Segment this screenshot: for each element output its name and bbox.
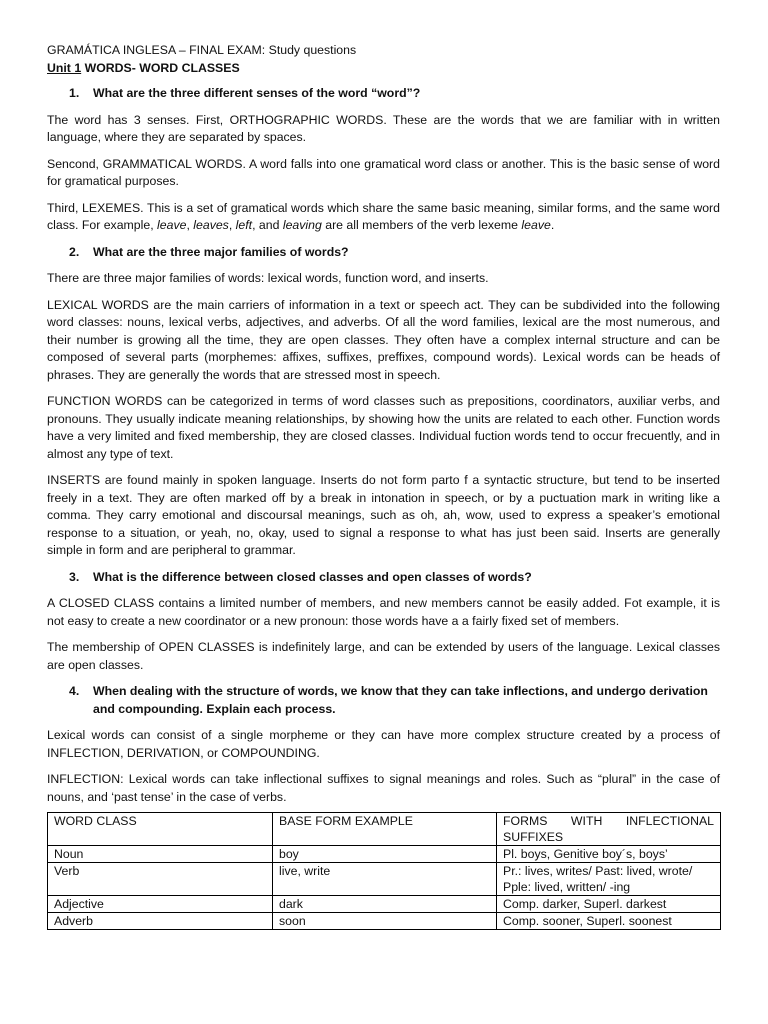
document-body — [47, 42, 720, 930]
cell-word-class: Adverb — [48, 913, 273, 930]
answer-1-p3-text-a: Third, LEXEMES. This is a set of gramatical words which share the same basic meaning, similar forms, and the same word class. For example, — [47, 200, 720, 232]
cell-base-form: soon — [273, 913, 497, 930]
header-word-class: WORD CLASS — [48, 813, 273, 846]
table-header-row — [48, 813, 721, 846]
header-forms-line-1: FORMS WITH INFLECTIONAL — [503, 814, 714, 828]
unit-title: WORDS- WORD CLASSES — [81, 60, 240, 75]
answer-2-paragraph-3: FUNCTION WORDS can be categorized in terms of word classes such as prepositions, coordinators, auxiliar verbs, and pronouns. They usually indicate meaning relationships, by showing how the units are related to each other. Function words have a very limited and fixed membership, they are closed classes. Individual fuction words tend to occur frecuently, and in almost any type of text. — [47, 394, 720, 461]
question-2-text: What are the three major families of words? — [93, 244, 349, 259]
cell-word-class: Adjective — [48, 896, 273, 913]
table-row — [48, 846, 721, 863]
answer-1-paragraph-3 — [47, 200, 720, 235]
cell-base-form: boy — [273, 846, 497, 863]
cell-inflected-forms: Pl. boys, Genitive boy´s, boys’ — [497, 846, 721, 863]
header-inflectional-forms — [497, 813, 721, 846]
question-4-number: 4. — [69, 684, 80, 698]
answer-1-p3-text-b: are all members of the verb lexeme — [321, 218, 522, 232]
table-row — [48, 913, 721, 930]
cell-word-class: Noun — [48, 846, 273, 863]
answer-4-paragraph-2: INFLECTION: Lexical words can take inflectional suffixes to signal meanings and roles. Such as “plural” in the case of nouns, and ‘past tense’ in the case of verbs. — [47, 772, 720, 804]
question-3-number: 3. — [69, 569, 80, 584]
answer-3-paragraph-1: A CLOSED CLASS contains a limited number of members, and new members cannot be easily added. Fot example, it is not easy to create a new coordinator or a new pronoun: those words have a a fairly fixed set of members. — [47, 596, 720, 628]
question-1 — [47, 85, 720, 103]
verb-forms-line-2: Pple: lived, written/ -ing — [503, 880, 631, 894]
cell-inflected-forms: Comp. darker, Superl. darkest — [497, 896, 721, 913]
lexeme-leave: leave — [521, 218, 551, 232]
answer-2-paragraph-4: INSERTS are found mainly in spoken language. Inserts do not form parto f a syntactic structure, but tend to be inserted freely in a text. They are often marked off by a break in intonation in speech, or by a puctuation mark in writing like a comma. They carry emotional and discoursal meanings, such as oh, ah, wow, used to express a speaker’s emotional response to a situation, or yeah, no, okay, used to signal a response to what has just been said. Inserts are generally simple in form and are peripheral to grammar. — [47, 473, 720, 557]
sep-2: , — [228, 218, 236, 232]
question-4-text: When dealing with the structure of words, we know that they can take inflections, and undergo derivation and compounding. Explain each process. — [93, 684, 708, 716]
example-left: left — [235, 218, 253, 232]
answer-1-paragraph-1: The word has 3 senses. First, ORTHOGRAPHIC WORDS. These are the words that we are familiar with in written language, where they are separated by spaces. — [47, 112, 720, 144]
question-4 — [47, 683, 720, 718]
header-base-form: BASE FORM EXAMPLE — [273, 813, 497, 846]
answer-4-paragraph-1: Lexical words can consist of a single morpheme or they can have more complex structure created by a process of INFLECTION, DERIVATION, or COMPOUNDING. — [47, 728, 720, 760]
cell-inflected-forms — [497, 863, 721, 896]
cell-base-form: live, write — [273, 863, 497, 896]
answer-2-paragraph-1: There are three major families of words: lexical words, function word, and inserts. — [47, 271, 489, 285]
question-3-text: What is the difference between closed classes and open classes of words? — [93, 569, 532, 584]
answer-3-paragraph-2: The membership of OPEN CLASSES is indefinitely large, and can be extended by users of the language. Lexical classes are open classes. — [47, 640, 720, 672]
inflection-table — [47, 812, 721, 930]
unit-heading — [47, 60, 720, 78]
cell-inflected-forms: Comp. sooner, Superl. soonest — [497, 913, 721, 930]
question-1-text: What are the three different senses of the word “word”? — [93, 86, 421, 100]
verb-forms-line-1: Pr.: lives, writes/ Past: lived, wrote/ — [503, 864, 693, 878]
answer-2-paragraph-2: LEXICAL WORDS are the main carriers of information in a text or speech act. They can be subdivided into the following word classes: nouns, lexical verbs, adjectives, and adverbs. Of all the word families, lexical are the most numerous, and their number is growing all the time, they are open classes. They often have a complex internal structure and can be composed of several parts (morphemes: affixes, suffixes, preffixes, compound words). Lexical words can be heads of phrases. They are generally the words that are stressed most in speech. — [47, 297, 720, 382]
question-2 — [47, 244, 720, 262]
header-forms-line-2: SUFFIXES — [503, 830, 564, 844]
unit-label: Unit 1 — [47, 60, 82, 75]
question-2-number: 2. — [69, 244, 80, 259]
question-3 — [47, 569, 720, 587]
example-leaving: leaving — [282, 218, 322, 232]
table-row — [48, 863, 721, 896]
answer-1-p3-end: . — [550, 218, 555, 232]
sep-3: , and — [252, 218, 283, 232]
answer-1-paragraph-2: Sencond, GRAMMATICAL WORDS. A word falls into one gramatical word class or another. This is the basic sense of word for gramatical purposes. — [47, 156, 720, 188]
exam-title: GRAMÁTICA INGLESA – FINAL EXAM: Study questions — [47, 43, 357, 57]
cell-base-form: dark — [273, 896, 497, 913]
question-1-number: 1. — [69, 86, 80, 100]
sep-1: , — [186, 218, 194, 232]
cell-word-class: Verb — [48, 863, 273, 896]
example-leave: leave — [157, 218, 187, 232]
example-leaves: leaves — [193, 218, 229, 232]
table-row — [48, 896, 721, 913]
